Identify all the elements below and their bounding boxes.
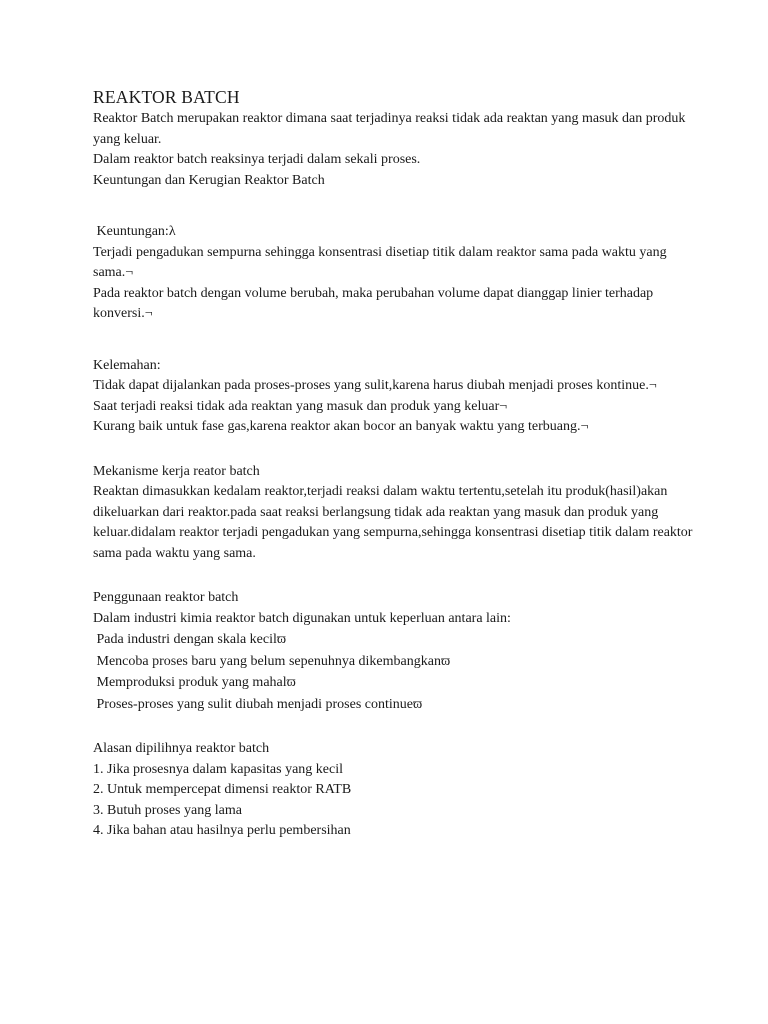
disadvantage-item: Kurang baik untuk fase gas,karena reaktor akan bocor an banyak waktu yang terbuang.¬ — [93, 419, 589, 434]
advantage-item: Pada reaktor batch dengan volume berubah, maka perubahan volume dapat dianggap linier terhadap konversi.¬ — [93, 285, 654, 321]
usage-item: Proses-proses yang sulit diubah menjadi proses continueϖ — [93, 696, 423, 712]
usage-heading: Penggunaan reaktor batch — [93, 590, 239, 605]
reasons-section — [93, 739, 693, 842]
usage-section — [93, 588, 693, 715]
disadvantages-heading: Kelemahan: — [93, 357, 161, 373]
reasons-heading: Alasan dipilihnya reaktor batch — [93, 741, 270, 756]
spacer — [93, 438, 693, 462]
intro-definition: Reaktor Batch merupakan reaktor dimana saat terjadinya reaksi tidak ada reaktan yang masuk dan produk yang keluar. — [93, 111, 686, 147]
spacer — [93, 715, 693, 739]
advantages-section — [93, 222, 693, 325]
disadvantages-section — [93, 356, 693, 438]
reason-item: 4. Jika bahan atau hasilnya perlu pembersihan — [93, 823, 351, 838]
document-title: REAKTOR BATCH — [93, 87, 240, 107]
usage-intro: Dalam industri kimia reaktor batch digunakan untuk keperluan antara lain: — [93, 610, 511, 626]
usage-item: Pada industri dengan skala kecilϖ — [93, 632, 287, 647]
intro-subtitle: Keuntungan dan Kerugian Reaktor Batch — [93, 172, 325, 188]
mechanism-text: Reaktan dimasukkan kedalam reaktor,terjadi reaksi dalam waktu tertentu,setelah itu produk(hasil)akan dikeluarkan dari reaktor.pada saat reaksi berlangsung tidak ada reaktan yang masuk dan produk yang keluar.didalam reaktor terjadi pengadukan yang sempurna,sehingga konsentrasi disetiap titik dalam reaktor sama pada waktu yang sama. — [93, 484, 693, 561]
reason-item: 3. Butuh proses yang lama — [93, 802, 242, 818]
usage-item: Mencoba proses baru yang belum sepenuhnya dikembangkanϖ — [93, 653, 451, 669]
advantages-heading: Keuntungan:λ — [93, 224, 176, 239]
document-page — [93, 86, 693, 842]
spacer — [93, 325, 693, 356]
usage-item: Memproduksi produk yang mahalϖ — [93, 675, 296, 690]
advantage-item: Terjadi pengadukan sempurna sehingga konsentrasi disetiap titik dalam reaktor sama pada waktu yang sama.¬ — [93, 244, 667, 280]
reason-item: 1. Jika prosesnya dalam kapasitas yang kecil — [93, 761, 343, 777]
disadvantage-item: Tidak dapat dijalankan pada proses-proses yang sulit,karena harus diubah menjadi proses kontinue.¬ — [93, 378, 657, 393]
spacer — [93, 191, 693, 222]
intro-process: Dalam reaktor batch reaksinya terjadi dalam sekali proses. — [93, 152, 421, 167]
disadvantage-item: Saat terjadi reaksi tidak ada reaktan yang masuk dan produk yang keluar¬ — [93, 398, 508, 414]
mechanism-heading: Mekanisme kerja reator batch — [93, 463, 260, 479]
spacer — [93, 564, 693, 588]
mechanism-section — [93, 462, 693, 565]
reason-item: 2. Untuk mempercepat dimensi reaktor RATB — [93, 782, 352, 797]
